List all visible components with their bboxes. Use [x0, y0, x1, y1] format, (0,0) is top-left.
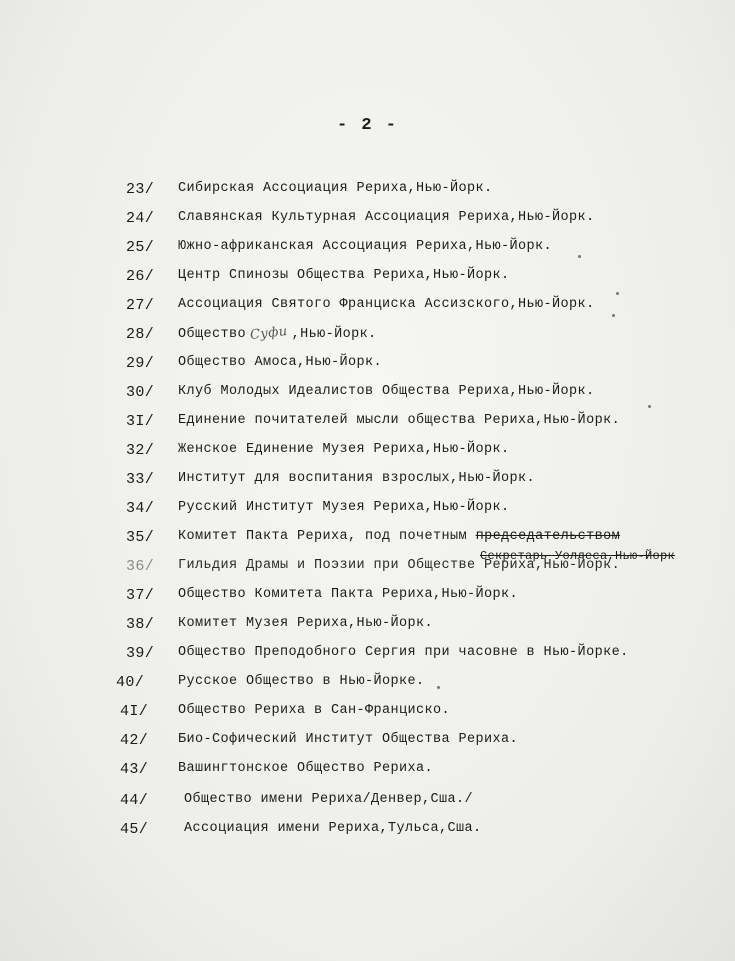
- item-text: Славянская Культурная Ассоциация Рериха,Нью-Йорк.: [178, 210, 595, 225]
- scan-speck: [648, 405, 651, 408]
- scan-speck: [612, 314, 615, 317]
- list-item: [0, 674, 735, 698]
- list-item: [0, 471, 735, 495]
- item-number: 39/: [126, 645, 155, 662]
- item-text: Гильдия Драмы и Поэзии при Обществе Рериха,Нью-Йорк.: [178, 558, 621, 573]
- item-text: Общество Рериха в Сан-Франциско.: [178, 703, 451, 718]
- handwritten-insertion: Суфи: [249, 324, 289, 343]
- item-text: Женское Единение Музея Рериха,Нью-Йорк.: [178, 442, 510, 457]
- scan-speck: [437, 686, 440, 689]
- item-number: 30/: [126, 384, 155, 401]
- item-number: 43/: [120, 761, 149, 778]
- list-item: [0, 297, 735, 321]
- item-number: 3I/: [126, 413, 155, 430]
- item-text: Общество имени Рериха/Денвер,Сша./: [184, 792, 474, 807]
- item-text: Русский Институт Музея Рериха,Нью-Йорк.: [178, 500, 510, 515]
- item-number: 28/: [126, 326, 155, 343]
- item-text: Центр Спинозы Общества Рериха,Нью-Йорк.: [178, 268, 510, 283]
- item-text: Общество Комитета Пакта Рериха,Нью-Йорк.: [178, 587, 519, 602]
- list-item: [0, 500, 735, 524]
- item-number: 25/: [126, 239, 155, 256]
- item-text: Клуб Молодых Идеалистов Общества Рериха,Нью-Йорк.: [178, 384, 595, 399]
- item-text: Общество Амоса,Нью-Йорк.: [178, 355, 383, 370]
- item-number: 24/: [126, 210, 155, 227]
- item-text: [178, 529, 620, 544]
- scan-speck: [578, 255, 581, 258]
- list-item: [0, 384, 735, 408]
- list-item: [0, 268, 735, 292]
- page-number: - 2 -: [336, 116, 398, 135]
- list-item: [0, 239, 735, 263]
- list-item: [0, 413, 735, 437]
- item-text-after: ,Нью-Йорк.: [291, 327, 377, 342]
- item-text: Русское Общество в Нью-Йорке.: [178, 674, 425, 689]
- item-number: 36/: [126, 558, 155, 575]
- item-number: 44/: [120, 792, 149, 809]
- list-item: [0, 821, 735, 845]
- item-number: 32/: [126, 442, 155, 459]
- item-text: Комитет Музея Рериха,Нью-Йорк.: [178, 616, 434, 631]
- list-item: [0, 703, 735, 727]
- list-item: [0, 616, 735, 640]
- item-text: Ассоциация имени Рериха,Тульса,Сша.: [184, 821, 482, 836]
- list-item: [0, 645, 735, 669]
- item-text: Вашингтонское Общество Рериха.: [178, 761, 434, 776]
- list-item: [0, 326, 735, 350]
- list-item: [0, 761, 735, 785]
- item-number: 23/: [126, 181, 155, 198]
- item-number: 26/: [126, 268, 155, 285]
- item-number: 45/: [120, 821, 149, 838]
- struck-out-text: председательством: [475, 529, 621, 544]
- item-text: Общество Преподобного Сергия при часовне в Нью-Йорке.: [178, 645, 629, 660]
- item-text-main: Комитет Пакта Рериха, под почетным: [178, 529, 468, 544]
- item-text: Био-Софический Институт Общества Рериха.: [178, 732, 519, 747]
- item-number: 33/: [126, 471, 155, 488]
- item-number: 38/: [126, 616, 155, 633]
- item-number: 42/: [120, 732, 149, 749]
- item-text: Единение почитателей мысли общества Рериха,Нью-Йорк.: [178, 413, 621, 428]
- item-number: 29/: [126, 355, 155, 372]
- item-number: 34/: [126, 500, 155, 517]
- item-number: 37/: [126, 587, 155, 604]
- item-number: 35/: [126, 529, 155, 546]
- list-item: [0, 732, 735, 756]
- scan-speck: [616, 292, 619, 295]
- item-text: [178, 326, 377, 342]
- list-item: [0, 210, 735, 234]
- item-text: Сибирская Ассоциация Рериха,Нью-Йорк.: [178, 181, 493, 196]
- item-number: 40/: [116, 674, 145, 691]
- list-item: [0, 181, 735, 205]
- item-number: 27/: [126, 297, 155, 314]
- list-item: [0, 587, 735, 611]
- item-number: 4I/: [120, 703, 149, 720]
- item-text-before: Общество: [178, 327, 247, 342]
- item-text: Ассоциация Святого Франциска Ассизского,Нью-Йорк.: [178, 297, 595, 312]
- list-item: [0, 442, 735, 466]
- list-item: [0, 355, 735, 379]
- item-text: Южно-африканская Ассоциация Рериха,Нью-Йорк.: [178, 239, 553, 254]
- typed-correction-overline: Секретарь Уоллеса,Нью-Йорк: [480, 549, 676, 563]
- list-item: [0, 792, 735, 816]
- item-text: Институт для воспитания взрослых,Нью-Йорк.: [178, 471, 536, 486]
